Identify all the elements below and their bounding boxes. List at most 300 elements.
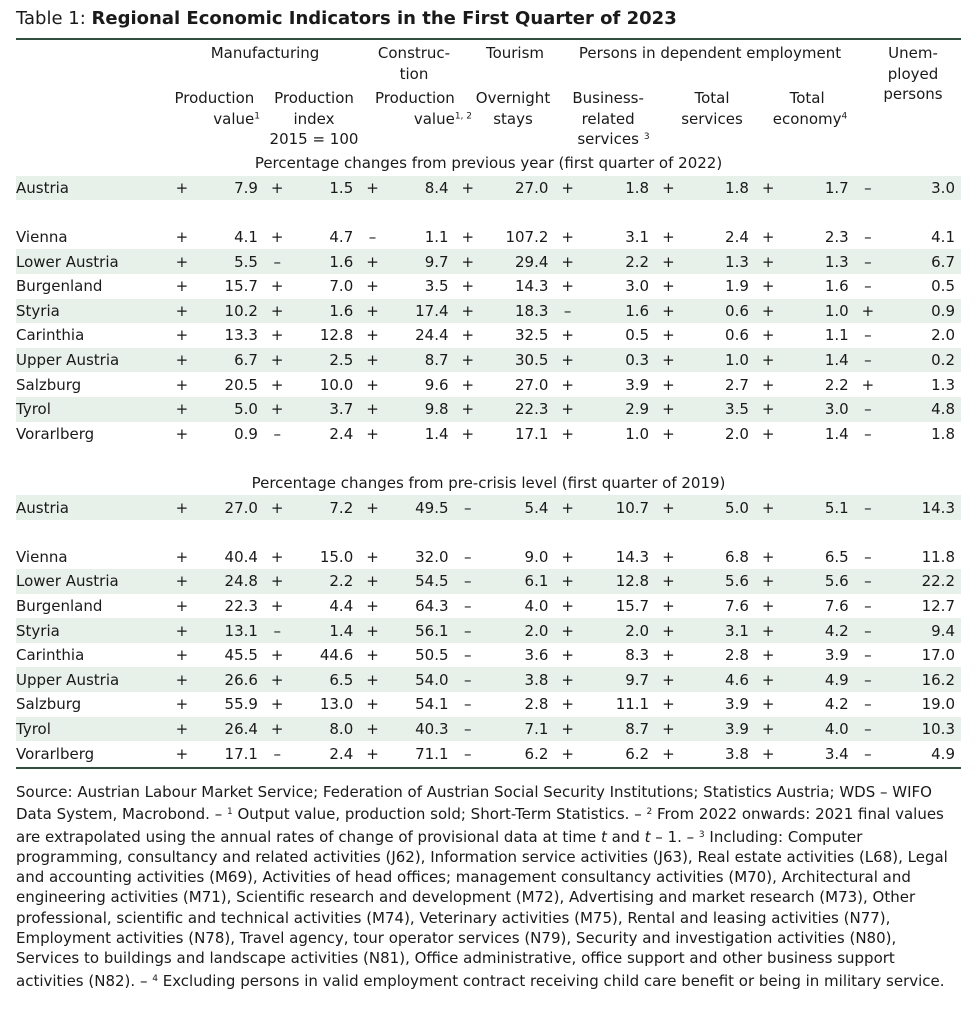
change-value: 6.2 (524, 744, 549, 763)
change-sign: + (169, 348, 195, 373)
change-value: 0.6 (725, 326, 749, 345)
change-sign: + (761, 424, 775, 443)
change-sign: + (761, 326, 775, 345)
change-sign: + (169, 495, 195, 520)
change-value: 9.4 (881, 618, 961, 643)
change-value: 64.3 (415, 596, 449, 615)
change-sign: + (175, 744, 189, 763)
table-row (16, 643, 961, 668)
change-sign: – (855, 667, 881, 692)
change-value: 1.1 (424, 228, 449, 247)
table-row (16, 249, 961, 274)
region-name: Lower Austria (16, 569, 169, 594)
change-sign: – (455, 495, 481, 520)
change-value: 6.5 (290, 667, 359, 692)
change-sign: + (461, 228, 475, 247)
table-row (16, 299, 961, 324)
change-value: 44.6 (319, 646, 354, 665)
change-value: 7.6 (725, 596, 749, 615)
change-value: 6.1 (481, 569, 554, 594)
change-value: 32.5 (514, 326, 549, 345)
change-value: 54.0 (386, 667, 455, 692)
change-sign: + (169, 397, 195, 422)
change-value: 1.0 (781, 299, 854, 324)
change-sign: + (366, 646, 379, 665)
change-value: 10.0 (319, 375, 354, 394)
change-value: 3.0 (625, 277, 650, 296)
change-value: 4.6 (682, 667, 755, 692)
change-value: 7.1 (481, 717, 554, 742)
change-value: 1.8 (581, 176, 655, 201)
change-value: 1.3 (781, 249, 854, 274)
change-value: 1.0 (682, 348, 755, 373)
change-value: 2.9 (581, 397, 655, 422)
change-sign: + (455, 348, 481, 373)
change-sign: – (455, 569, 481, 594)
change-value: 0.6 (682, 299, 755, 324)
change-value: 12.7 (921, 596, 955, 615)
change-sign: + (662, 695, 675, 714)
change-value: 0.5 (625, 326, 650, 345)
table-row (16, 667, 961, 692)
change-sign: + (655, 397, 681, 422)
table-row (16, 618, 961, 643)
change-sign: + (554, 717, 580, 742)
change-value: 1.5 (290, 176, 359, 201)
change-sign: + (662, 596, 675, 615)
change-sign: – (864, 695, 872, 714)
change-sign: + (761, 277, 775, 296)
change-value: 1.4 (824, 424, 849, 443)
change-sign: + (169, 618, 195, 643)
change-value: 2.7 (725, 375, 749, 394)
change-value: 9.8 (386, 397, 455, 422)
col-production-index: Production index 2015 = 100 (269, 89, 359, 148)
change-sign: + (366, 596, 379, 615)
change-sign: + (175, 596, 189, 615)
change-sign: + (662, 744, 675, 763)
change-sign: + (175, 277, 189, 296)
change-value: 8.7 (581, 717, 655, 742)
change-value: 3.1 (682, 618, 755, 643)
change-sign: + (755, 348, 781, 373)
change-value: 2.2 (581, 249, 655, 274)
change-sign: + (761, 547, 775, 566)
change-value: 27.0 (514, 375, 549, 394)
change-sign: + (175, 646, 189, 665)
change-value: 0.5 (931, 277, 955, 296)
footnotes: Source: Austrian Labour Market Service; Federation of Austrian Social Security Institutions; Statistics Austria; WDS – WIFO Data System, Macrobond. – $^1$ Output value, production sold; Short-Term Statistics. – $^2$ From 2022 onwards: 2021 final values are extrapolated using the annual rates of change of provisional data at time t and t – 1. – $^3$ Including: Computer programming, consultancy and related activities (J62), Information service activities (J63), Real estate activities (L68), Legal and accounting activities (M69), Activities of head offices; management consultancy activities (M70), Architectural and engineering activities (M71), Scientific research and development (M72), Advertising and market research (M73), Other professional, scientific and technical activities (M74), Veterinary activities (M75), Rental and leasing activities (N77), Employment activities (N78), Travel agency, tour operator services (N79), Security and investigation activities (N80), Services to buildings and landscape activities (N81), Office administrative, office support and other business support activities (N82). – $^4$ Excluding persons in valid employment contract receiving child care benefit or being in military service. (16, 783, 948, 990)
change-value: 24.8 (195, 569, 264, 594)
change-value: 1.7 (781, 176, 854, 201)
change-value: 3.9 (725, 695, 749, 714)
change-value: 1.3 (931, 375, 955, 394)
change-sign: + (169, 667, 195, 692)
table-title (16, 8, 677, 29)
table-row (16, 397, 961, 422)
change-sign: – (855, 249, 881, 274)
change-sign: – (368, 228, 377, 247)
header-construction: Construc- tion (377, 44, 451, 83)
data-table (16, 151, 961, 766)
change-value: 3.9 (824, 646, 849, 665)
change-sign: – (464, 695, 472, 714)
change-sign: + (561, 596, 574, 615)
change-value: 7.2 (290, 495, 359, 520)
change-value: 1.6 (290, 299, 359, 324)
section-label-row (16, 471, 961, 496)
change-value: 12.8 (319, 326, 354, 345)
change-value: 1.0 (625, 424, 650, 443)
change-sign: + (561, 375, 574, 394)
change-value: 50.5 (415, 646, 449, 665)
change-sign: + (359, 495, 385, 520)
change-value: 3.4 (824, 744, 849, 763)
change-sign: + (655, 667, 681, 692)
change-value: 10.3 (881, 717, 961, 742)
section-label-row (16, 151, 961, 176)
change-value: 22.3 (481, 397, 554, 422)
col-business-services: Business- related services $^3$ (572, 89, 650, 148)
change-value: 4.0 (781, 717, 854, 742)
change-value: 107.2 (505, 228, 549, 247)
change-sign: – (273, 424, 281, 443)
change-sign: + (270, 596, 284, 615)
change-value: 2.8 (725, 646, 749, 665)
change-sign: + (264, 717, 290, 742)
table-title-main: Regional Economic Indicators in the First Quarter of 2023 (91, 8, 677, 29)
change-value: 10.2 (195, 299, 264, 324)
change-value: 17.0 (921, 646, 955, 665)
change-value: 6.7 (881, 249, 961, 274)
change-sign: – (864, 277, 872, 296)
change-sign: + (264, 348, 290, 373)
change-sign: + (366, 375, 379, 394)
spacer-row (16, 200, 961, 225)
change-value: 2.0 (725, 424, 749, 443)
change-sign: + (366, 424, 379, 443)
region-name: Carinthia (16, 646, 85, 665)
change-sign: + (561, 424, 574, 443)
change-sign: + (861, 375, 875, 394)
change-sign: + (359, 176, 385, 201)
change-value: 5.4 (481, 495, 554, 520)
change-sign: + (264, 495, 290, 520)
change-value: 27.0 (481, 176, 554, 201)
table-row (16, 274, 961, 299)
change-sign: + (359, 397, 385, 422)
change-value: 40.3 (386, 717, 455, 742)
change-value: 18.3 (481, 299, 554, 324)
change-sign: + (755, 569, 781, 594)
change-value: 5.6 (682, 569, 755, 594)
change-value: 14.3 (615, 547, 650, 566)
header-unemployed: Unem- ployed persons (883, 44, 943, 103)
change-sign: + (761, 596, 775, 615)
change-value: 8.0 (290, 717, 359, 742)
change-value: 9.7 (581, 667, 655, 692)
col-production-value: Production value$^1$ (174, 89, 260, 128)
change-value: 2.4 (725, 228, 749, 247)
change-value: 4.8 (881, 397, 961, 422)
change-value: 29.4 (481, 249, 554, 274)
change-sign: + (755, 397, 781, 422)
region-name: Vorarlberg (16, 424, 95, 443)
change-sign: + (175, 228, 189, 247)
change-sign: + (455, 249, 481, 274)
change-value: 2.2 (824, 375, 849, 394)
change-sign: + (270, 547, 284, 566)
region-name: Austria (16, 176, 169, 201)
change-sign: + (655, 299, 681, 324)
change-value: 15.7 (615, 596, 650, 615)
region-name: Upper Austria (16, 667, 169, 692)
change-sign: + (655, 348, 681, 373)
change-sign: – (864, 228, 872, 247)
change-value: 4.1 (234, 228, 258, 247)
change-sign: + (655, 717, 681, 742)
change-value: 3.8 (725, 744, 749, 763)
change-value: 1.4 (290, 618, 359, 643)
change-value: 20.5 (224, 375, 258, 394)
change-sign: + (359, 249, 385, 274)
change-sign: + (662, 547, 675, 566)
change-value: 6.5 (824, 547, 849, 566)
change-sign: + (761, 695, 775, 714)
change-value: 0.3 (581, 348, 655, 373)
table-row (16, 372, 961, 397)
change-value: 11.1 (615, 695, 650, 714)
change-value: 0.9 (881, 299, 961, 324)
change-value: 1.6 (290, 249, 359, 274)
change-sign: + (270, 277, 284, 296)
change-value: 14.3 (514, 277, 549, 296)
change-value: 2.4 (329, 744, 354, 763)
change-value: 9.0 (524, 547, 549, 566)
change-value: 54.1 (415, 695, 449, 714)
change-sign: + (366, 277, 379, 296)
change-value: 13.1 (195, 618, 264, 643)
change-value: 5.6 (781, 569, 854, 594)
table-row (16, 225, 961, 250)
change-sign: + (554, 348, 580, 373)
change-sign: + (761, 744, 775, 763)
change-value: 27.0 (195, 495, 264, 520)
change-sign: + (755, 249, 781, 274)
change-value: 7.6 (824, 596, 849, 615)
change-value: 3.9 (625, 375, 650, 394)
change-sign: + (455, 397, 481, 422)
change-sign: + (264, 176, 290, 201)
change-sign: + (554, 397, 580, 422)
change-value: 26.6 (195, 667, 264, 692)
change-sign: + (761, 375, 775, 394)
change-sign: + (264, 667, 290, 692)
change-sign: + (455, 299, 481, 324)
change-sign: + (655, 618, 681, 643)
change-sign: + (855, 299, 881, 324)
change-sign: + (561, 744, 574, 763)
change-value: 3.5 (682, 397, 755, 422)
change-sign: + (761, 646, 775, 665)
region-name: Salzburg (16, 375, 82, 394)
change-value: 1.3 (682, 249, 755, 274)
change-sign: – (464, 547, 472, 566)
change-value: 19.0 (921, 695, 955, 714)
table-row (16, 545, 961, 570)
change-value: 5.0 (682, 495, 755, 520)
change-sign: + (662, 646, 675, 665)
change-sign: + (662, 326, 675, 345)
header-dependent-employment: Persons in dependent employment (578, 44, 842, 62)
change-value: 6.8 (725, 547, 749, 566)
change-value: 2.0 (931, 326, 955, 345)
col-construction-production-value: Production value$^{1, 2}$ (375, 89, 472, 128)
change-sign: + (755, 667, 781, 692)
change-value: 0.9 (234, 424, 258, 443)
change-value: 9.6 (424, 375, 449, 394)
change-sign: + (561, 277, 574, 296)
change-sign: – (464, 596, 472, 615)
change-sign: + (169, 717, 195, 742)
change-value: 3.9 (682, 717, 755, 742)
change-sign: + (169, 299, 195, 324)
change-value: 3.7 (290, 397, 359, 422)
change-sign: – (864, 424, 872, 443)
change-value: 13.0 (319, 695, 354, 714)
change-sign: – (864, 744, 872, 763)
region-name: Burgenland (16, 596, 103, 615)
change-sign: + (175, 424, 189, 443)
col-total-economy: Total economy$^4$ (772, 89, 848, 128)
change-sign: + (554, 249, 580, 274)
change-value: 1.1 (824, 326, 849, 345)
change-value: 1.6 (824, 277, 849, 296)
change-sign: + (270, 646, 284, 665)
change-value: 49.5 (386, 495, 455, 520)
table-row (16, 422, 961, 447)
change-value: 13.3 (224, 326, 258, 345)
spacer-row (16, 520, 961, 545)
change-value: 1.4 (424, 424, 449, 443)
header-tourism: Tourism (485, 44, 545, 62)
table-row (16, 323, 961, 348)
change-value: 3.6 (524, 646, 549, 665)
change-value: 5.1 (781, 495, 854, 520)
change-value: 16.2 (881, 667, 961, 692)
change-value: 56.1 (386, 618, 455, 643)
change-value: 3.8 (481, 667, 554, 692)
bottom-rule (16, 767, 961, 769)
change-value: 2.0 (481, 618, 554, 643)
change-value: 1.4 (781, 348, 854, 373)
table-row (16, 717, 961, 742)
change-sign: + (359, 717, 385, 742)
change-sign: + (561, 646, 574, 665)
change-value: 30.5 (481, 348, 554, 373)
change-sign: + (755, 717, 781, 742)
change-sign: – (554, 299, 580, 324)
change-sign: + (662, 277, 675, 296)
change-value: 8.4 (386, 176, 455, 201)
region-name: Carinthia (16, 326, 85, 345)
change-sign: + (662, 424, 675, 443)
region-name: Burgenland (16, 277, 103, 296)
change-sign: + (366, 744, 379, 763)
table-row (16, 569, 961, 594)
change-value: 4.9 (781, 667, 854, 692)
region-name: Styria (16, 618, 169, 643)
change-value: 14.3 (881, 495, 961, 520)
region-name: Salzburg (16, 695, 82, 714)
change-value: 22.2 (881, 569, 961, 594)
change-sign: + (169, 176, 195, 201)
change-sign: + (554, 495, 580, 520)
change-sign: – (455, 717, 481, 742)
change-value: 5.0 (195, 397, 264, 422)
change-value: 4.2 (781, 618, 854, 643)
section-label: Percentage changes from pre-crisis level (first quarter of 2019) (251, 474, 726, 493)
change-value: 9.7 (386, 249, 455, 274)
change-sign: + (755, 176, 781, 201)
change-sign: + (175, 326, 189, 345)
change-value: 45.5 (224, 646, 258, 665)
change-sign: + (270, 375, 284, 394)
change-value: 7.9 (195, 176, 264, 201)
change-sign: + (359, 618, 385, 643)
change-sign: + (169, 569, 195, 594)
change-value: 4.0 (524, 596, 549, 615)
change-value: 2.2 (290, 569, 359, 594)
change-sign: – (864, 596, 872, 615)
change-value: 2.4 (329, 424, 354, 443)
change-sign: + (270, 695, 284, 714)
change-sign: – (855, 176, 881, 201)
change-sign: + (461, 326, 475, 345)
region-name: Lower Austria (16, 249, 169, 274)
change-value: 4.9 (931, 744, 955, 763)
change-value: 4.4 (329, 596, 354, 615)
change-value: 2.0 (581, 618, 655, 643)
region-name: Vienna (16, 228, 68, 247)
region-name: Tyrol (16, 717, 169, 742)
change-sign: + (561, 228, 574, 247)
table-row (16, 176, 961, 201)
change-sign: – (455, 667, 481, 692)
change-value: 5.5 (195, 249, 264, 274)
change-sign: + (175, 695, 189, 714)
change-sign: + (662, 375, 675, 394)
change-sign: + (761, 228, 775, 247)
region-name: Vorarlberg (16, 744, 95, 763)
change-sign: – (464, 646, 472, 665)
change-sign: + (359, 348, 385, 373)
change-value: 3.0 (781, 397, 854, 422)
change-value: 4.2 (824, 695, 849, 714)
change-sign: + (461, 277, 475, 296)
change-sign: + (554, 667, 580, 692)
change-sign: – (264, 249, 290, 274)
change-sign: + (264, 397, 290, 422)
change-sign: – (864, 547, 872, 566)
table-row (16, 348, 961, 373)
change-value: 7.0 (329, 277, 354, 296)
table-row (16, 741, 961, 766)
change-sign: – (855, 569, 881, 594)
data-table-body (16, 151, 961, 766)
change-value: 12.8 (581, 569, 655, 594)
change-value: 0.2 (881, 348, 961, 373)
